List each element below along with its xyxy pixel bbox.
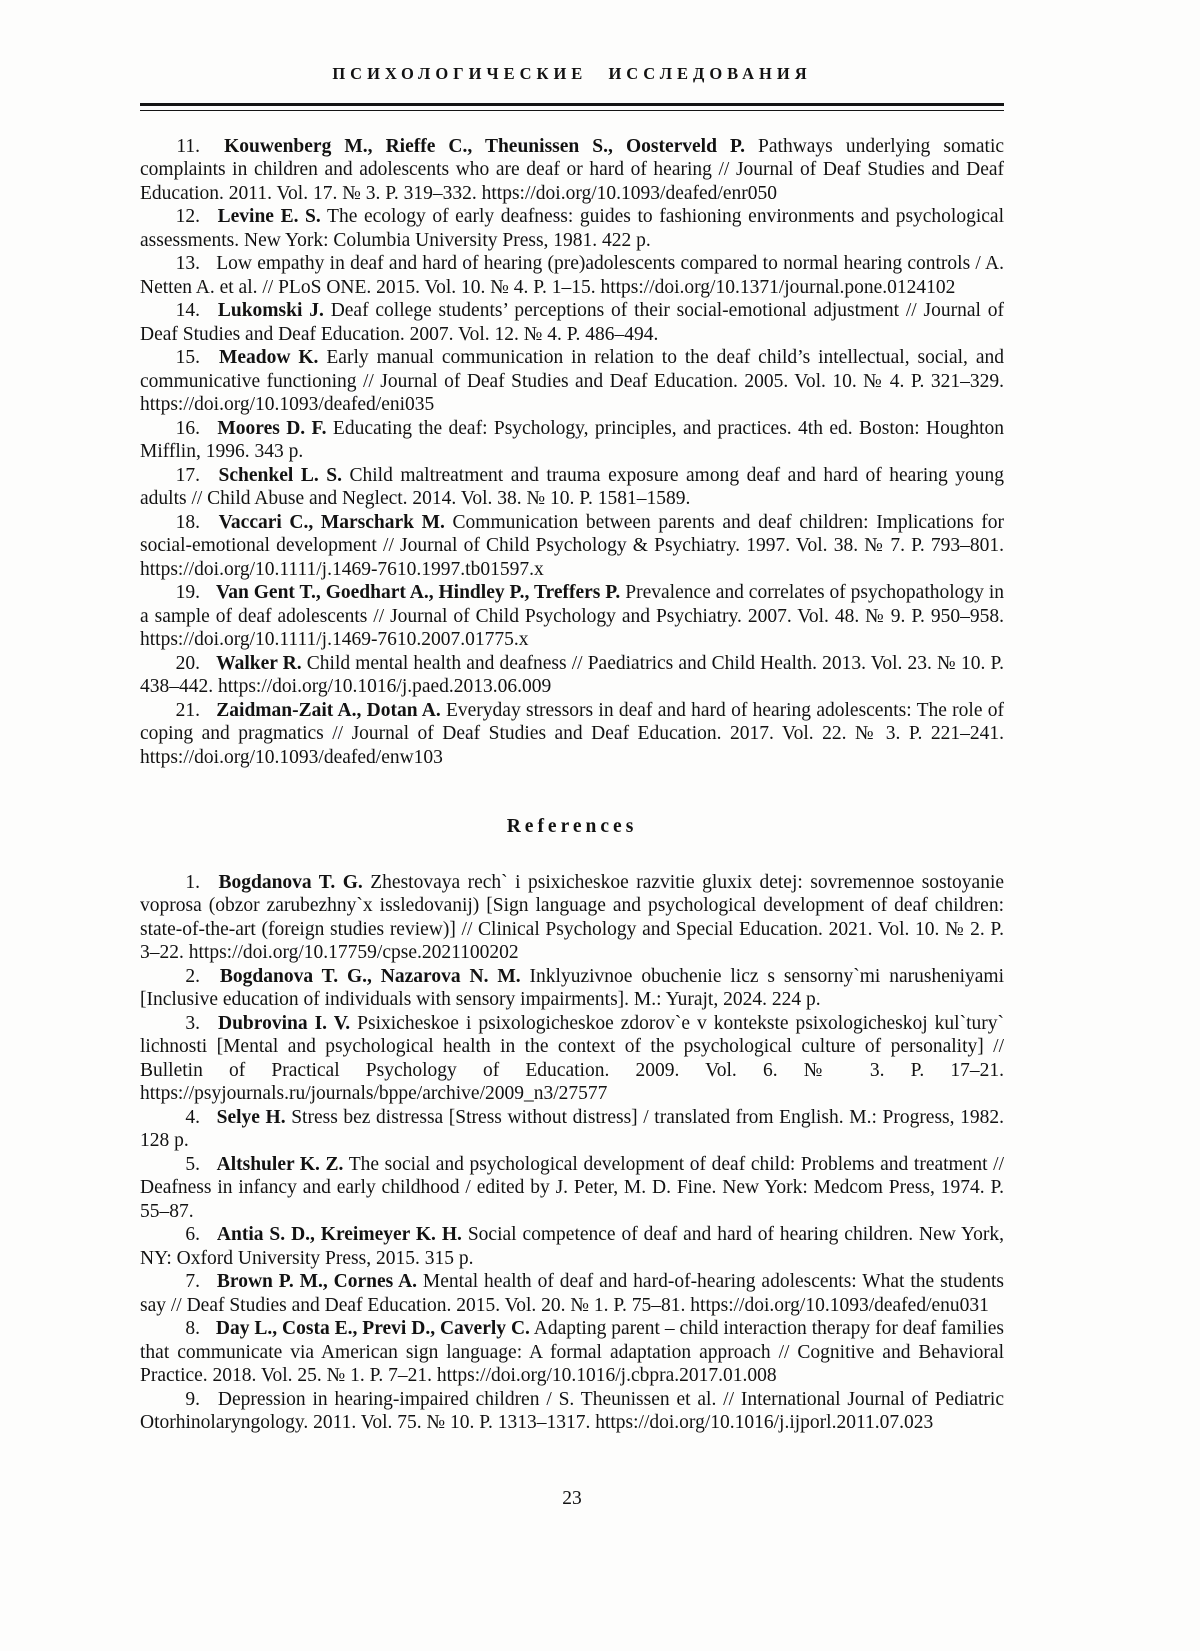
reference-text: Prevalence and correlates of psychopathology in a sample of deaf adolescents // Journal of Child Psychology and Psychiatry. 2007. Vol. 48. № 9. P. 950–958. https://doi.org/10.1111/j.1469-7610.2007.01775.x — [140, 582, 1005, 650]
reference-authors: Bogdanova T. G. — [218, 871, 363, 893]
reference-text: Deaf college students’ perceptions of their social-emotional adjustment // Journal of Deaf Studies and Deaf Education. 2007. Vol. 12. № 4. P. 486–494. — [140, 300, 1005, 345]
reference-text: The social and psychological development of deaf child: Problems and treatment // Deafness in infancy and early childhood / edited by J. Peter, M. D. Fine. New York: Medcom Press, 1974. P. 55–87. — [140, 1153, 1004, 1222]
reference-item — [140, 135, 1004, 206]
reference-item — [140, 299, 1004, 346]
reference-authors: Meadow K. — [218, 347, 319, 368]
reference-authors: Bogdanova T. G., Nazarova N. M. — [219, 965, 521, 987]
reference-authors: Day L., Costa E., Previ D., Caverly C. — [215, 1318, 530, 1339]
reference-number: 12. — [175, 206, 200, 227]
reference-item — [140, 652, 1004, 699]
journal-header-title: ПСИХОЛОГИЧЕСКИЕ ИССЛЕДОВАНИЯ — [332, 64, 812, 83]
reference-number: 6. — [185, 1224, 200, 1245]
reference-authors: Van Gent T., Goedhart A., Hindley P., Treffers P. — [215, 582, 621, 603]
bibliography-continued-list — [140, 135, 1004, 770]
reference-item — [140, 205, 1004, 252]
reference-authors: Antia S. D., Kreimeyer K. H. — [216, 1224, 462, 1245]
reference-text: Stress bez distressa [Stress without distress] / translated from English. M.: Progress, 1982. 128 p. — [140, 1106, 1004, 1151]
reference-item — [140, 1388, 1004, 1435]
reference-text: Social competence of deaf and hard of hearing children. New York, NY: Oxford University Press, 2015. 315 p. — [140, 1224, 1005, 1269]
reference-number: 3. — [185, 1012, 200, 1034]
reference-item — [140, 346, 1004, 417]
reference-item — [140, 417, 1004, 464]
reference-text: Psixicheskoe i psixologicheskoe zdorov`e v kontekste psixologicheskoj kul`tury` lichnosti [Mental and psychological health in the context of the psychological culture of personality] // Bulletin of Practical Psychology of Education. 2009. Vol. 6. № 3. P. 17–21. https://psyjournals.ru/journals/bppe/archive/2009_n3/27577 — [140, 1012, 1004, 1104]
reference-text: Depression in hearing-impaired children / S. Theunissen et al. // International Journal of Pediatric Otorhinolaryngology. 2011. Vol. 75. № 10. P. 1313–1317. https://doi.org/10.1016/j.ijporl.2011.07.023 — [140, 1388, 1004, 1433]
reference-text: Communication between parents and deaf children: Implications for social-emotional development // Journal of Child Psychology & Psychiatry. 1997. Vol. 38. № 7. P. 793–801. https://doi.org/10.1111/j.1469-7610.1997.tb01597.x — [140, 511, 1005, 580]
reference-item — [140, 464, 1004, 511]
reference-number: 18. — [175, 511, 200, 533]
reference-number: 21. — [175, 699, 200, 721]
reference-authors: Schenkel L. S. — [218, 464, 342, 486]
reference-authors: Brown P. M., Cornes A. — [216, 1271, 418, 1292]
reference-number: 7. — [185, 1271, 200, 1292]
reference-text: Zhestovaya rech` i psixicheskoe razvitie gluxix detej: sovremennoe sostoyanie voprosa (obzor zarubezhny`x issledovanij) [Sign language and psychological development of deaf children: state-of-the-art (foreign studies review)] // Clinical Psychology and Special Education. 2021. Vol. 10. № 2. P. 3–22. https://doi.org/10.17759/cpse.2021100202 — [140, 871, 1005, 963]
reference-number: 17. — [175, 464, 200, 486]
reference-authors: Zaidman-Zait A., Dotan A. — [216, 699, 441, 721]
reference-authors: Moores D. F. — [217, 417, 327, 439]
reference-text: Mental health of deaf and hard-of-hearing adolescents: What the students say // Deaf Studies and Deaf Education. 2015. Vol. 20. № 1. P. 75–81. https://doi.org/10.1093/deafed/enu031 — [140, 1271, 1004, 1316]
reference-item — [140, 1106, 1004, 1153]
reference-number: 8. — [185, 1318, 200, 1339]
reference-number: 11. — [176, 135, 200, 157]
reference-number: 15. — [175, 347, 200, 368]
reference-item — [140, 871, 1004, 965]
reference-authors: Levine E. S. — [217, 206, 321, 227]
reference-number: 13. — [175, 253, 200, 274]
reference-authors: Kouwenberg M., Rieffe C., Theunissen S., Oosterveld P. — [224, 135, 745, 157]
reference-item — [140, 511, 1004, 582]
reference-text: Educating the deaf: Psychology, principles, and practices. 4th ed. Boston: Houghton Mifflin, 1996. 343 p. — [140, 417, 1005, 462]
reference-number: 2. — [185, 965, 200, 987]
reference-authors: Walker R. — [216, 652, 302, 674]
reference-number: 19. — [175, 582, 200, 603]
page-header — [140, 62, 1004, 111]
reference-text: Adapting parent – child interaction therapy for deaf families that communicate via American sign language: A formal adaptation approach // Cognitive and Behavioral Practice. 2018. Vol. 25. № 1. P. 7–21. https://doi.org/10.1016/j.cbpra.2017.01.008 — [140, 1318, 1004, 1386]
page-number: 23 — [562, 1487, 582, 1509]
reference-authors: Dubrovina I. V. — [218, 1012, 351, 1034]
reference-number: 5. — [185, 1153, 200, 1175]
reference-text: Everyday stressors in deaf and hard of hearing adolescents: The role of coping and pragmatics // Journal of Deaf Studies and Deaf Education. 2017. Vol. 22. № 3. P. 221–241. https://doi.org/10.1093/deafed/enw103 — [140, 699, 1005, 768]
reference-text: Child mental health and deafness // Paediatrics and Child Health. 2013. Vol. 23. № 10. P. 438–442. https://doi.org/10.1016/j.paed.2013.06.009 — [140, 652, 1005, 697]
reference-text: The ecology of early deafness: guides to fashioning environments and psychological assessments. New York: Columbia University Press, 1981. 422 p. — [140, 206, 1004, 251]
references-heading: References — [506, 816, 638, 837]
reference-number: 20. — [175, 652, 200, 674]
reference-number: 4. — [185, 1106, 200, 1128]
reference-number: 1. — [185, 871, 200, 893]
reference-text: Pathways underlying somatic complaints in children and adolescents who are deaf or hard of hearing // Journal of Deaf Studies and Deaf Education. 2011. Vol. 17. № 3. P. 319–332. https://doi.org/10.1093/deafed/enr050 — [140, 135, 1005, 204]
reference-authors: Altshuler K. Z. — [216, 1153, 344, 1175]
reference-item — [140, 1270, 1004, 1317]
reference-authors: Selye H. — [216, 1106, 286, 1128]
reference-item — [140, 1153, 1004, 1224]
reference-item — [140, 1012, 1004, 1106]
reference-item — [140, 699, 1004, 770]
header-rule — [140, 103, 1004, 111]
reference-text: Early manual communication in relation to the deaf child’s intellectual, social, and communicative functioning // Journal of Deaf Studies and Deaf Education. 2005. Vol. 10. № 4. P. 321–329. https://doi.org/10.1093/deafed/eni035 — [140, 347, 1005, 415]
reference-number: 16. — [175, 417, 200, 439]
reference-text: Inklyuzivnoe obuchenie licz s sensorny`mi narusheniyami [Inclusive education of individuals with sensory impairments]. M.: Yurajt, 2024. 224 p. — [140, 965, 1005, 1010]
reference-number: 9. — [185, 1388, 200, 1410]
reference-number: 14. — [175, 300, 200, 321]
reference-item — [140, 1223, 1004, 1270]
reference-text: Child maltreatment and trauma exposure among deaf and hard of hearing young adults // Child Abuse and Neglect. 2014. Vol. 38. № 10. P. 1581–1589. — [140, 464, 1005, 509]
page-footer — [140, 1487, 1004, 1511]
reference-item — [140, 965, 1004, 1012]
reference-authors: Vaccari C., Marschark M. — [218, 511, 445, 533]
reference-item — [140, 1317, 1004, 1388]
reference-authors: Lukomski J. — [217, 300, 324, 321]
reference-item — [140, 581, 1004, 652]
reference-text: Low empathy in deaf and hard of hearing (pre)adolescents compared to normal hearing controls / A. Netten A. et al. // PLoS ONE. 2015. Vol. 10. № 4. P. 1–15. https://doi.org/10.1371/journal.pone.0124102 — [140, 253, 1004, 298]
reference-item — [140, 252, 1004, 299]
references-list — [140, 871, 1004, 1435]
